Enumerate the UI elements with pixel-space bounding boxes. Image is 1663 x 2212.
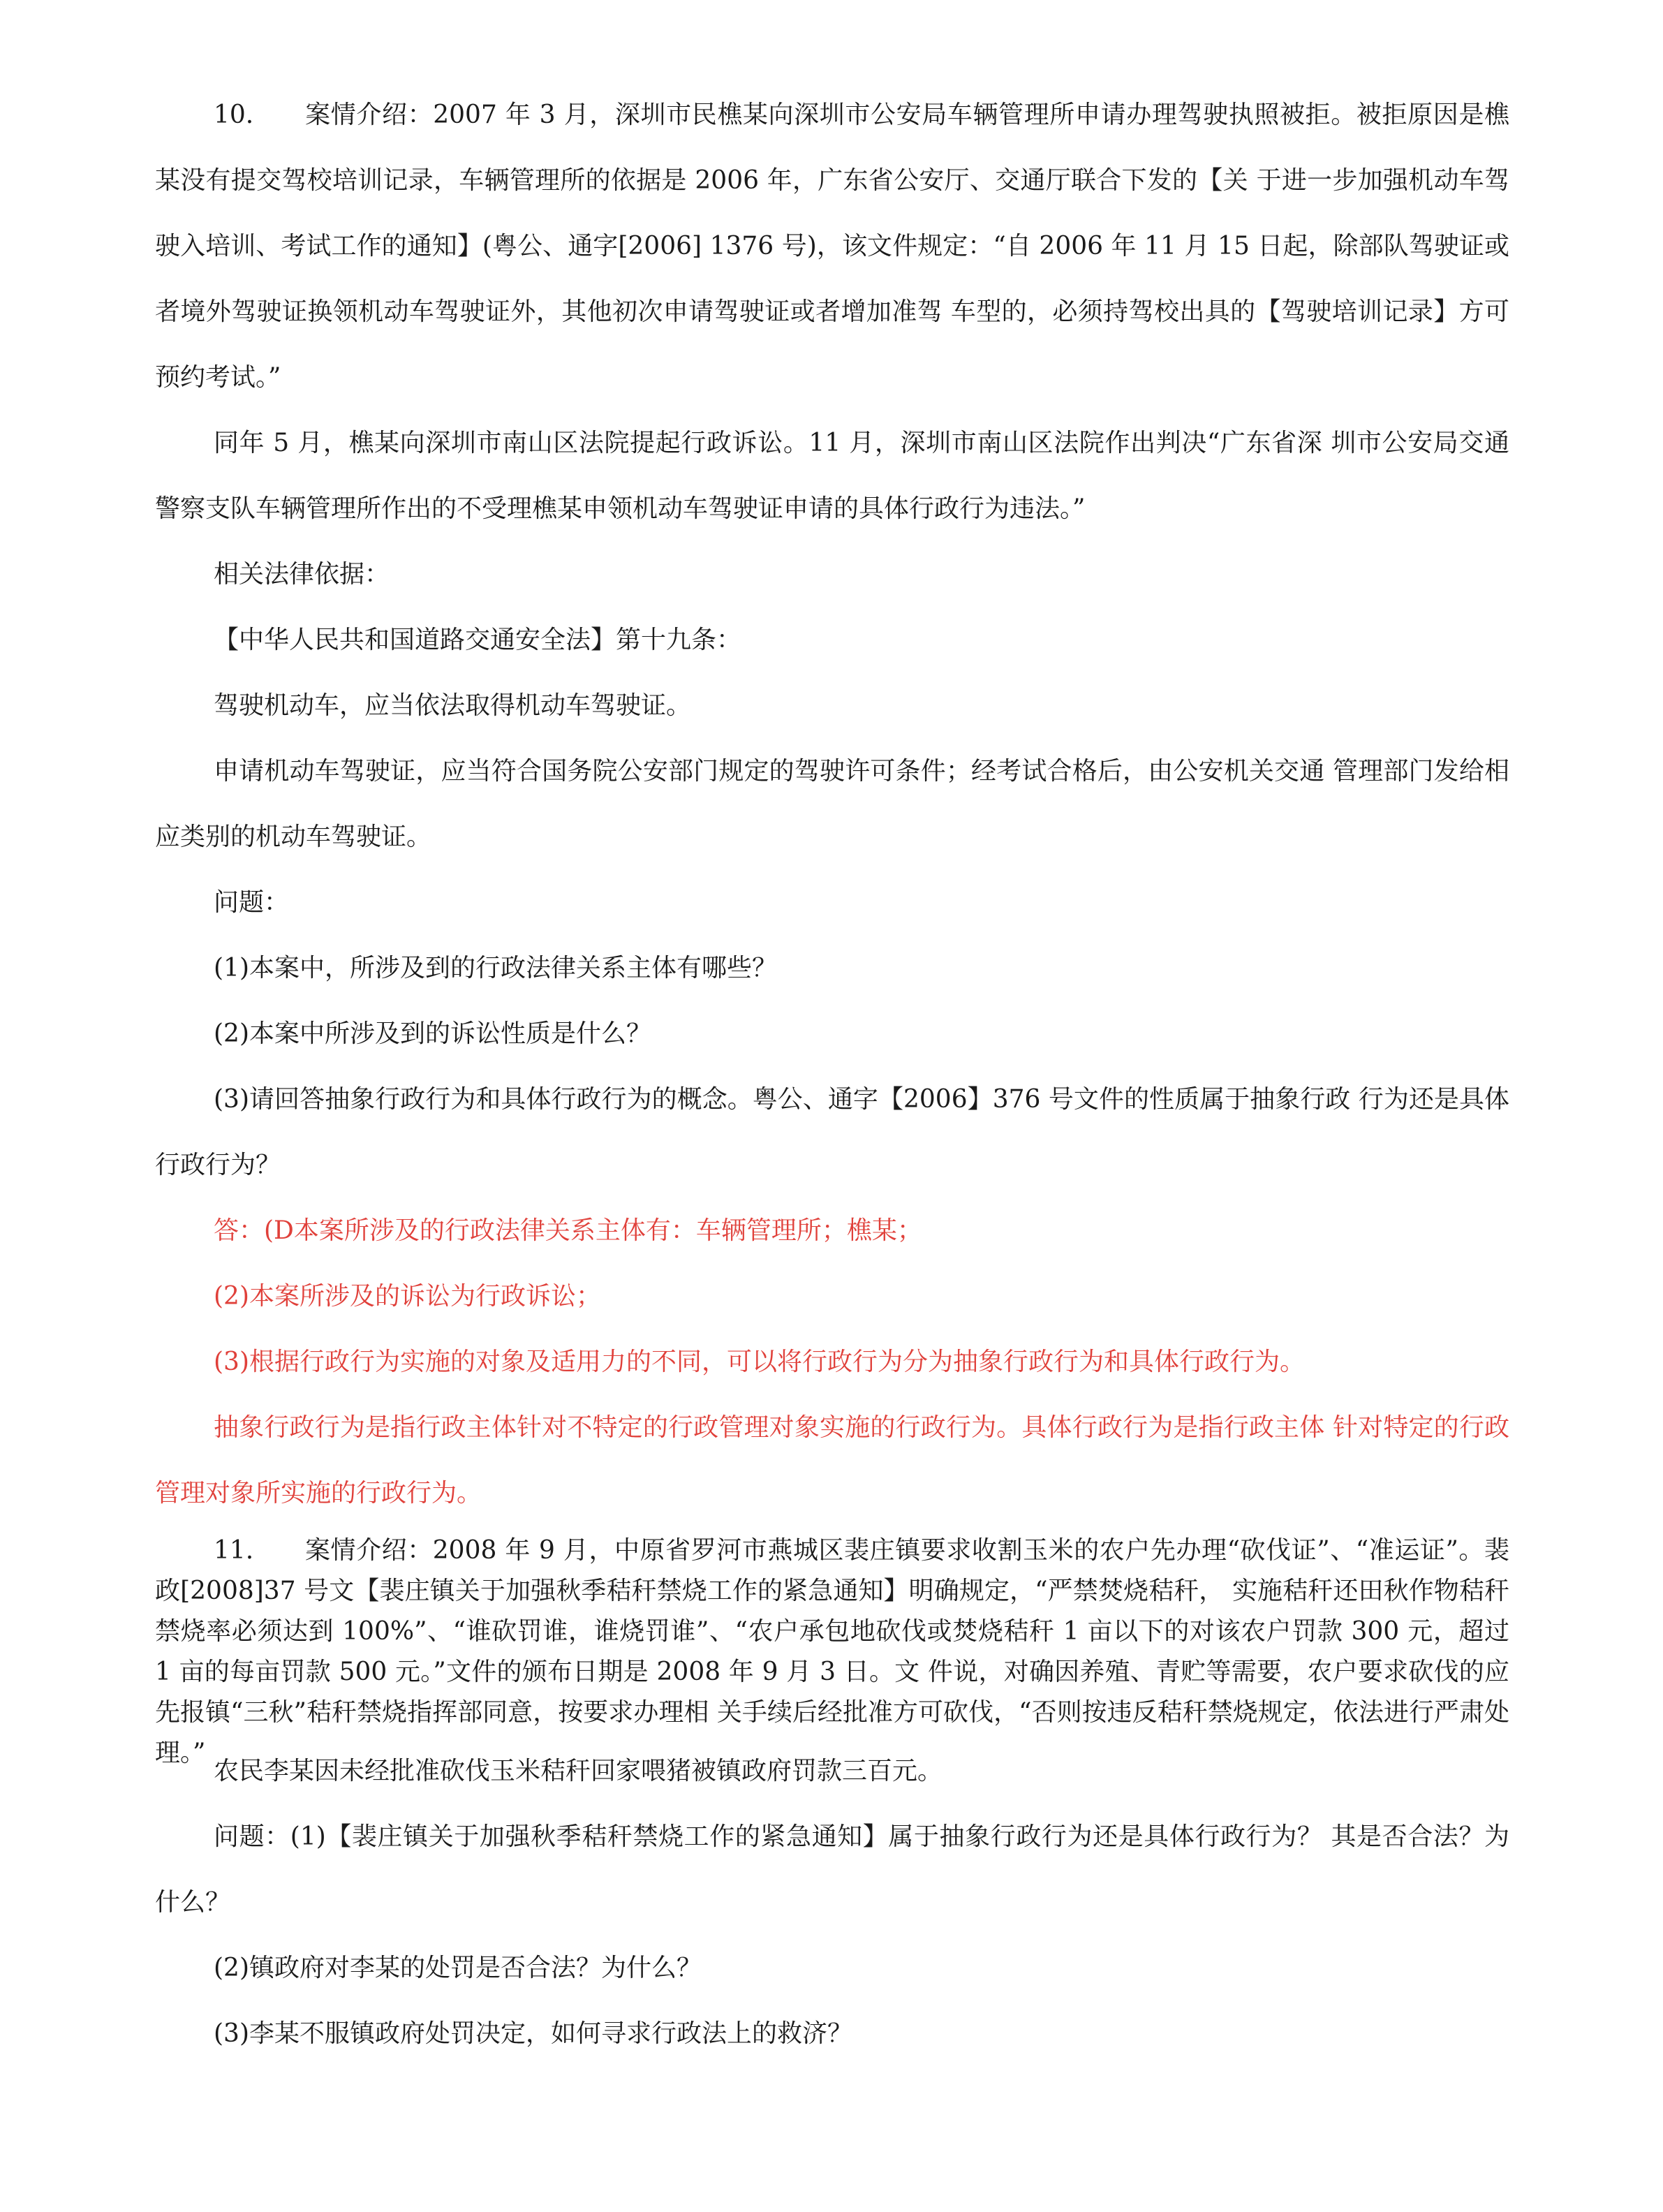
case11-intro: 11. 案情介绍：2008 年 9 月，中原省罗河市燕城区裴庄镇要求收割玉米的农户先办理“砍伐证”、“准运证”。裴政[2008]37 号文【裴庄镇关于加强秋季秸秆禁烧工作的紧急通知】明确规定，“严禁焚烧秸秆， 实施秸秆还田秋作物秸秆禁烧率必须达到 100%”、“谁砍罚谁，谁烧罚谁”、“农户承包地砍伐或焚烧秸秆 1 亩以下的对该农户罚款 300 元，超过 1 亩的每亩罚款 500 元。”文件的颁布日期是 2008 年 9 月 3 日。文 件说，对确因养殖、青贮等需要，农户要求砍伐的应先报镇“三秋”秸秆禁烧指挥部同意，按要求办理相 关手续后经批准方可砍伐，“否则按违反秸秆禁烧规定，依法进行严肃处理。” bbox=[155, 1536, 1509, 1767]
answer-3: (3)根据行政行为实施的对象及适用力的不同，可以将行政行为分为抽象行政行为和具体行政行为。 bbox=[214, 1348, 1305, 1376]
law-paragraph-2: 申请机动车驾驶证，应当符合国务院公安部门规定的驾驶许可条件；经考试合格后，由公安机关交通 管理部门发给相应类别的机动车驾驶证。 bbox=[155, 757, 1509, 851]
case10-para2-block bbox=[155, 411, 1509, 542]
question-3: (3)请回答抽象行政行为和具体行政行为的概念。粤公、通字【2006】376 号文件的性质属于抽象行政 行为还是具体行政行为？ bbox=[155, 1085, 1509, 1179]
question-1: (1)本案中，所涉及到的行政法律关系主体有哪些？ bbox=[214, 954, 777, 982]
question-heading: 问题： bbox=[214, 888, 290, 917]
case10-intro-block bbox=[155, 82, 1509, 411]
answer-4: 抽象行政行为是指行政主体针对不特定的行政管理对象实施的行政行为。具体行政行为是指行政主体 针对特定的行政管理对象所实施的行政行为。 bbox=[155, 1413, 1509, 1507]
case10-intro: 10. 案情介绍：2007 年 3 月，深圳市民樵某向深圳市公安局车辆管理所申请办理驾驶执照被拒。被拒原因是樵某没有提交驾校培训记录，车辆管理所的依据是 2006 年，广东省公安厅、交通厅联合下发的【关 于进一步加强机动车驾驶入培训、考试工作的通知】(粤公、通字[2006] 1376 号)，该文件规定：“自 2006 年 11 月 15 日起，除部队驾驶证或者境外驾驶证换领机动车驾驶证外，其他初次申请驾驶证或者增加准驾 车型的，必须持驾校出具的【驾驶培训记录】方可预约考试。” bbox=[155, 101, 1509, 392]
answer-2: (2)本案所涉及的诉讼为行政诉讼； bbox=[214, 1282, 601, 1311]
case11-intro-block bbox=[155, 1531, 1509, 1774]
case11-question-2: (2)镇政府对李某的处罚是否合法？为什么？ bbox=[214, 1954, 702, 1982]
law-paragraph-1: 驾驶机动车，应当依法取得机动车驾驶证。 bbox=[214, 691, 692, 720]
case11-question-1: 问题：(1)【裴庄镇关于加强秋季秸秆禁烧工作的紧急通知】属于抽象行政行为还是具体行政行为？ 其是否合法？为什么？ bbox=[155, 1822, 1509, 1917]
case10-law-block bbox=[155, 542, 1509, 1526]
question-2: (2)本案中所涉及到的诉讼性质是什么？ bbox=[214, 1019, 651, 1048]
case10-judgment: 同年 5 月，樵某向深圳市南山区法院提起行政诉讼。11 月，深圳市南山区法院作出判决“广东省深 圳市公安局交通警察支队车辆管理所作出的不受理樵某申领机动车驾驶证申请的具体行政行为违法。” bbox=[155, 429, 1509, 523]
case11-rest-block bbox=[155, 1739, 1509, 2067]
case11-question-3: (3)李某不服镇政府处罚决定，如何寻求行政法上的救济？ bbox=[214, 2019, 852, 2048]
case11-penalty: 农民李某因未经批准砍伐玉米秸秆回家喂猪被镇政府罚款三百元。 bbox=[214, 1757, 943, 1785]
law-heading: 相关法律依据： bbox=[214, 560, 390, 589]
law-title: 【中华人民共和国道路交通安全法】第十九条： bbox=[214, 626, 742, 654]
answer-1: 答：(D本案所涉及的行政法律关系主体有：车辆管理所；樵某； bbox=[214, 1216, 922, 1245]
